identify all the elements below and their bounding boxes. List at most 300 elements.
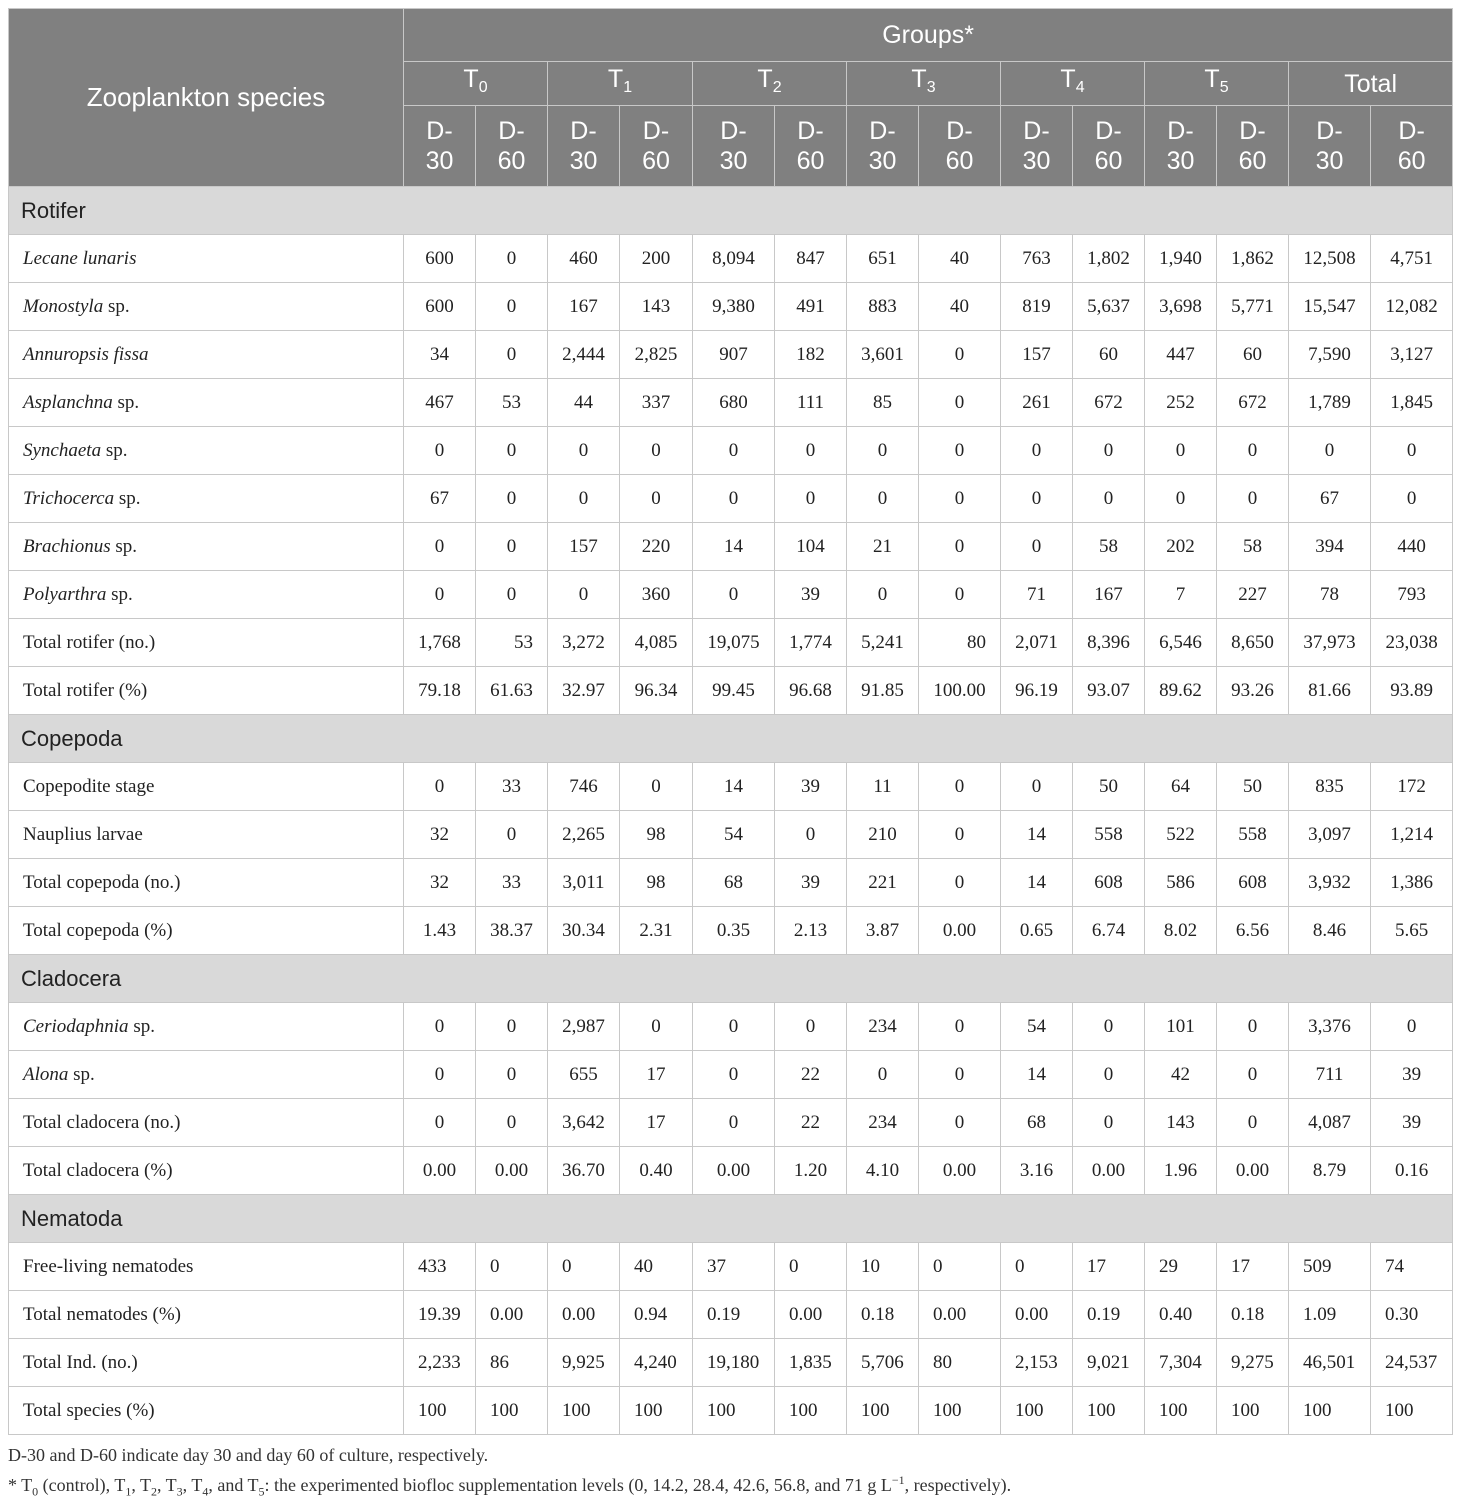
cell-value: 0.18 [847, 1291, 919, 1339]
cell-value: 8,094 [693, 235, 775, 283]
cell-value: 96.19 [1001, 667, 1073, 715]
cell-value: 0 [620, 1003, 693, 1051]
cell-value: 32 [404, 859, 476, 907]
cell-value: 680 [693, 379, 775, 427]
cell-value: 0.00 [548, 1291, 620, 1339]
section-title: Rotifer [9, 187, 1453, 235]
cell-value: 819 [1001, 283, 1073, 331]
cell-value: 15,547 [1289, 283, 1371, 331]
cell-value: 39 [1371, 1051, 1453, 1099]
cell-value: 509 [1289, 1243, 1371, 1291]
cell-value: 0 [847, 427, 919, 475]
cell-value: 0 [919, 1003, 1001, 1051]
cell-value: 1,835 [775, 1339, 847, 1387]
cell-value: 5,637 [1073, 283, 1145, 331]
cell-value: 1.96 [1145, 1147, 1217, 1195]
cell-value: 5.65 [1371, 907, 1453, 955]
cell-value: 0 [476, 331, 548, 379]
cell-value: 0 [620, 763, 693, 811]
cell-value: 8.46 [1289, 907, 1371, 955]
cell-value: 0 [1217, 475, 1289, 523]
cell-value: 0.00 [476, 1291, 548, 1339]
day-header: D- 60 [1371, 106, 1453, 187]
section-title: Copepoda [9, 715, 1453, 763]
cell-value: 100 [1371, 1387, 1453, 1435]
cell-value: 0 [476, 235, 548, 283]
cell-value: 0 [1073, 1099, 1145, 1147]
cell-value: 0.18 [1217, 1291, 1289, 1339]
cell-value: 157 [1001, 331, 1073, 379]
row-label: Total rotifer (no.) [9, 619, 404, 667]
cell-value: 234 [847, 1099, 919, 1147]
table-row [9, 1099, 1453, 1147]
table-row [9, 523, 1453, 571]
cell-value: 0.40 [1145, 1291, 1217, 1339]
cell-value: 12,082 [1371, 283, 1453, 331]
cell-value: 71 [1001, 571, 1073, 619]
cell-value: 0.00 [919, 1291, 1001, 1339]
cell-value: 1,768 [404, 619, 476, 667]
cell-value: 0 [775, 427, 847, 475]
cell-value: 39 [775, 571, 847, 619]
row-label: Polyarthra sp. [9, 571, 404, 619]
cell-value: 167 [1073, 571, 1145, 619]
cell-value: 0 [548, 427, 620, 475]
cell-value: 67 [1289, 475, 1371, 523]
cell-value: 19.39 [404, 1291, 476, 1339]
day-header: D- 30 [1289, 106, 1371, 187]
cell-value: 0 [847, 571, 919, 619]
cell-value: 0 [919, 331, 1001, 379]
cell-value: 89.62 [1145, 667, 1217, 715]
cell-value: 99.45 [693, 667, 775, 715]
cell-value: 0 [404, 1051, 476, 1099]
cell-value: 227 [1217, 571, 1289, 619]
cell-value: 182 [775, 331, 847, 379]
section-title: Nematoda [9, 1195, 1453, 1243]
cell-value: 252 [1145, 379, 1217, 427]
cell-value: 39 [775, 859, 847, 907]
day-header: D- 60 [919, 106, 1001, 187]
row-label: Ceriodaphnia sp. [9, 1003, 404, 1051]
cell-value: 143 [620, 283, 693, 331]
table-row [9, 859, 1453, 907]
cell-value: 53 [476, 619, 548, 667]
cell-value: 2,987 [548, 1003, 620, 1051]
section-header-rotifer [9, 187, 1453, 235]
cell-value: 360 [620, 571, 693, 619]
cell-value: 6.56 [1217, 907, 1289, 955]
cell-value: 0 [919, 1099, 1001, 1147]
cell-value: 0 [404, 763, 476, 811]
cell-value: 19,180 [693, 1339, 775, 1387]
cell-value: 600 [404, 235, 476, 283]
table-row [9, 283, 1453, 331]
cell-value: 1,386 [1371, 859, 1453, 907]
cell-value: 261 [1001, 379, 1073, 427]
cell-value: 4,087 [1289, 1099, 1371, 1147]
cell-value: 200 [620, 235, 693, 283]
cell-value: 79.18 [404, 667, 476, 715]
cell-value: 4,751 [1371, 235, 1453, 283]
cell-value: 337 [620, 379, 693, 427]
cell-value: 0 [476, 427, 548, 475]
cell-value: 0 [1001, 475, 1073, 523]
cell-value: 86 [476, 1339, 548, 1387]
cell-value: 0 [548, 475, 620, 523]
cell-value: 8,396 [1073, 619, 1145, 667]
cell-value: 0 [1001, 427, 1073, 475]
footnotes [8, 1443, 1453, 1505]
cell-value: 586 [1145, 859, 1217, 907]
cell-value: 0.00 [1217, 1147, 1289, 1195]
cell-value: 0 [693, 1003, 775, 1051]
cell-value: 0 [693, 1051, 775, 1099]
cell-value: 8.02 [1145, 907, 1217, 955]
cell-value: 0 [1289, 427, 1371, 475]
cell-value: 234 [847, 1003, 919, 1051]
cell-value: 394 [1289, 523, 1371, 571]
cell-value: 40 [919, 235, 1001, 283]
table-row [9, 427, 1453, 475]
cell-value: 53 [476, 379, 548, 427]
cell-value: 0 [919, 571, 1001, 619]
table-row [9, 763, 1453, 811]
cell-value: 3,011 [548, 859, 620, 907]
table-row [9, 667, 1453, 715]
cell-value: 10 [847, 1243, 919, 1291]
cell-value: 0 [775, 1243, 847, 1291]
cell-value: 5,241 [847, 619, 919, 667]
cell-value: 2,444 [548, 331, 620, 379]
table-row [9, 1051, 1453, 1099]
row-label: Asplanchna sp. [9, 379, 404, 427]
cell-value: 100 [548, 1387, 620, 1435]
cell-value: 2,233 [404, 1339, 476, 1387]
row-label: Copepodite stage [9, 763, 404, 811]
cell-value: 491 [775, 283, 847, 331]
cell-value: 21 [847, 523, 919, 571]
group-header-t1: $T_1$ [548, 62, 693, 106]
cell-value: 9,380 [693, 283, 775, 331]
cell-value: 467 [404, 379, 476, 427]
cell-value: 0 [1217, 1051, 1289, 1099]
cell-value: 0 [919, 1243, 1001, 1291]
cell-value: 0 [847, 475, 919, 523]
cell-value: 100 [919, 1387, 1001, 1435]
cell-value: 100 [620, 1387, 693, 1435]
table-row [9, 379, 1453, 427]
row-label: Trichocerca sp. [9, 475, 404, 523]
cell-value: 0 [1001, 1243, 1073, 1291]
cell-value: 17 [1217, 1243, 1289, 1291]
cell-value: 6,546 [1145, 619, 1217, 667]
cell-value: 37 [693, 1243, 775, 1291]
footnote-days: D-30 and D-60 indicate day 30 and day 60 of culture, respectively. [8, 1445, 489, 1465]
cell-value: 1,940 [1145, 235, 1217, 283]
table-row [9, 331, 1453, 379]
cell-value: 14 [1001, 811, 1073, 859]
cell-value: 0 [775, 475, 847, 523]
cell-value: 0 [476, 1003, 548, 1051]
cell-value: 0 [1145, 427, 1217, 475]
cell-value: 210 [847, 811, 919, 859]
cell-value: 58 [1217, 523, 1289, 571]
cell-value: 96.34 [620, 667, 693, 715]
cell-value: 0 [620, 475, 693, 523]
row-label: Monostyla sp. [9, 283, 404, 331]
cell-value: 61.63 [476, 667, 548, 715]
cell-value: 0 [404, 571, 476, 619]
day-header: D- 60 [775, 106, 847, 187]
cell-value: 93.26 [1217, 667, 1289, 715]
table-row [9, 1291, 1453, 1339]
cell-value: 0 [919, 475, 1001, 523]
cell-value: 0 [476, 283, 548, 331]
day-header: D- 60 [1073, 106, 1145, 187]
row-label: Synchaeta sp. [9, 427, 404, 475]
cell-value: 447 [1145, 331, 1217, 379]
cell-value: 433 [404, 1243, 476, 1291]
cell-value: 38.37 [476, 907, 548, 955]
cell-value: 907 [693, 331, 775, 379]
cell-value: 46,501 [1289, 1339, 1371, 1387]
cell-value: 33 [476, 763, 548, 811]
cell-value: 0 [1073, 1003, 1145, 1051]
cell-value: 0 [693, 427, 775, 475]
cell-value: 0.00 [404, 1147, 476, 1195]
cell-value: 2,071 [1001, 619, 1073, 667]
cell-value: 558 [1217, 811, 1289, 859]
row-label: Annuropsis fissa [9, 331, 404, 379]
cell-value: 0 [693, 475, 775, 523]
cell-value: 3,642 [548, 1099, 620, 1147]
cell-value: 0 [548, 571, 620, 619]
cell-value: 3,376 [1289, 1003, 1371, 1051]
cell-value: 80 [919, 1339, 1001, 1387]
cell-value: 14 [693, 763, 775, 811]
cell-value: 29 [1145, 1243, 1217, 1291]
cell-value: 2.31 [620, 907, 693, 955]
row-label: Free-living nematodes [9, 1243, 404, 1291]
cell-value: 60 [1073, 331, 1145, 379]
cell-value: 34 [404, 331, 476, 379]
group-header-t5: $T_5$ [1145, 62, 1289, 106]
table-row [9, 1003, 1453, 1051]
cell-value: 44 [548, 379, 620, 427]
cell-value: 0 [1073, 427, 1145, 475]
row-label: Total species (%) [9, 1387, 404, 1435]
cell-value: 3,097 [1289, 811, 1371, 859]
cell-value: 0 [1001, 763, 1073, 811]
cell-value: 0 [919, 379, 1001, 427]
cell-value: 68 [1001, 1099, 1073, 1147]
cell-value: 24,537 [1371, 1339, 1453, 1387]
cell-value: 98 [620, 859, 693, 907]
cell-value: 54 [1001, 1003, 1073, 1051]
cell-value: 100 [404, 1387, 476, 1435]
cell-value: 0 [775, 1003, 847, 1051]
cell-value: 0 [476, 1243, 548, 1291]
cell-value: 0 [476, 1051, 548, 1099]
cell-value: 17 [620, 1099, 693, 1147]
cell-value: 1,774 [775, 619, 847, 667]
cell-value: 1,802 [1073, 235, 1145, 283]
cell-value: 22 [775, 1099, 847, 1147]
cell-value: 9,021 [1073, 1339, 1145, 1387]
cell-value: 1.43 [404, 907, 476, 955]
cell-value: 0.65 [1001, 907, 1073, 955]
cell-value: 80 [919, 619, 1001, 667]
day-header: D- 30 [693, 106, 775, 187]
cell-value: 0.00 [1073, 1147, 1145, 1195]
cell-value: 85 [847, 379, 919, 427]
cell-value: 50 [1217, 763, 1289, 811]
cell-value: 5,706 [847, 1339, 919, 1387]
cell-value: 0 [620, 427, 693, 475]
table-row [9, 1387, 1453, 1435]
cell-value: 98 [620, 811, 693, 859]
cell-value: 0 [775, 811, 847, 859]
cell-value: 0.00 [775, 1291, 847, 1339]
cell-value: 2,265 [548, 811, 620, 859]
cell-value: 9,925 [548, 1339, 620, 1387]
table-body [9, 187, 1453, 1435]
cell-value: 0 [1001, 523, 1073, 571]
cell-value: 60 [1217, 331, 1289, 379]
day-header: D- 30 [1145, 106, 1217, 187]
table-row [9, 571, 1453, 619]
row-label: Total cladocera (%) [9, 1147, 404, 1195]
cell-value: 763 [1001, 235, 1073, 283]
cell-value: 100 [1289, 1387, 1371, 1435]
cell-value: 14 [693, 523, 775, 571]
cell-value: 1,862 [1217, 235, 1289, 283]
cell-value: 3,698 [1145, 283, 1217, 331]
cell-value: 672 [1073, 379, 1145, 427]
cell-value: 522 [1145, 811, 1217, 859]
cell-value: 0 [847, 1051, 919, 1099]
cell-value: 0 [693, 1099, 775, 1147]
table-row [9, 1243, 1453, 1291]
cell-value: 40 [620, 1243, 693, 1291]
cell-value: 3.16 [1001, 1147, 1073, 1195]
cell-value: 104 [775, 523, 847, 571]
cell-value: 0 [919, 859, 1001, 907]
cell-value: 793 [1371, 571, 1453, 619]
cell-value: 32.97 [548, 667, 620, 715]
cell-value: 0 [1371, 1003, 1453, 1051]
cell-value: 14 [1001, 1051, 1073, 1099]
cell-value: 672 [1217, 379, 1289, 427]
cell-value: 100 [1145, 1387, 1217, 1435]
cell-value: 651 [847, 235, 919, 283]
row-label: Brachionus sp. [9, 523, 404, 571]
cell-value: 655 [548, 1051, 620, 1099]
cell-value: 4,085 [620, 619, 693, 667]
cell-value: 0 [693, 571, 775, 619]
day-header: D- 60 [1217, 106, 1289, 187]
row-label: Total copepoda (%) [9, 907, 404, 955]
cell-value: 100 [847, 1387, 919, 1435]
cell-value: 4,240 [620, 1339, 693, 1387]
table-row [9, 475, 1453, 523]
cell-value: 143 [1145, 1099, 1217, 1147]
section-header-cladocera [9, 955, 1453, 1003]
cell-value: 608 [1073, 859, 1145, 907]
cell-value: 167 [548, 283, 620, 331]
cell-value: 17 [620, 1051, 693, 1099]
cell-value: 1.09 [1289, 1291, 1371, 1339]
cell-value: 460 [548, 235, 620, 283]
cell-value: 17 [1073, 1243, 1145, 1291]
cell-value: 36.70 [548, 1147, 620, 1195]
cell-value: 0.19 [693, 1291, 775, 1339]
cell-value: 711 [1289, 1051, 1371, 1099]
cell-value: 91.85 [847, 667, 919, 715]
table-row [9, 1147, 1453, 1195]
section-title: Cladocera [9, 955, 1453, 1003]
cell-value: 0 [476, 571, 548, 619]
cell-value: 8,650 [1217, 619, 1289, 667]
cell-value: 3,127 [1371, 331, 1453, 379]
cell-value: 0 [1145, 475, 1217, 523]
cell-value: 7,590 [1289, 331, 1371, 379]
row-label: Total rotifer (%) [9, 667, 404, 715]
cell-value: 101 [1145, 1003, 1217, 1051]
day-header: D- 30 [1001, 106, 1073, 187]
cell-value: 0.35 [693, 907, 775, 955]
cell-value: 0.16 [1371, 1147, 1453, 1195]
group-header-t4: $T_4$ [1001, 62, 1145, 106]
cell-value: 2,153 [1001, 1339, 1073, 1387]
cell-value: 100 [693, 1387, 775, 1435]
cell-value: 50 [1073, 763, 1145, 811]
day-header: D- 60 [620, 106, 693, 187]
cell-value: 19,075 [693, 619, 775, 667]
cell-value: 68 [693, 859, 775, 907]
cell-value: 0.30 [1371, 1291, 1453, 1339]
corner-label: Zooplankton species [9, 9, 404, 187]
cell-value: 7,304 [1145, 1339, 1217, 1387]
cell-value: 1,789 [1289, 379, 1371, 427]
cell-value: 0 [404, 1003, 476, 1051]
cell-value: 6.74 [1073, 907, 1145, 955]
cell-value: 3.87 [847, 907, 919, 955]
table-header [9, 9, 1453, 187]
row-label: Total copepoda (no.) [9, 859, 404, 907]
group-header-t3: $T_3$ [847, 62, 1001, 106]
cell-value: 39 [775, 763, 847, 811]
cell-value: 0.00 [476, 1147, 548, 1195]
table-row [9, 619, 1453, 667]
row-label: Total nematodes (%) [9, 1291, 404, 1339]
group-header-t0: $T_0$ [404, 62, 548, 106]
cell-value: 100 [1217, 1387, 1289, 1435]
table-row [9, 907, 1453, 955]
cell-value: 4.10 [847, 1147, 919, 1195]
cell-value: 100 [1001, 1387, 1073, 1435]
cell-value: 0 [919, 427, 1001, 475]
row-label: Lecane lunaris [9, 235, 404, 283]
cell-value: 847 [775, 235, 847, 283]
cell-value: 37,973 [1289, 619, 1371, 667]
cell-value: 100.00 [919, 667, 1001, 715]
section-header-nematoda [9, 1195, 1453, 1243]
row-label: Total cladocera (no.) [9, 1099, 404, 1147]
cell-value: 33 [476, 859, 548, 907]
cell-value: 220 [620, 523, 693, 571]
